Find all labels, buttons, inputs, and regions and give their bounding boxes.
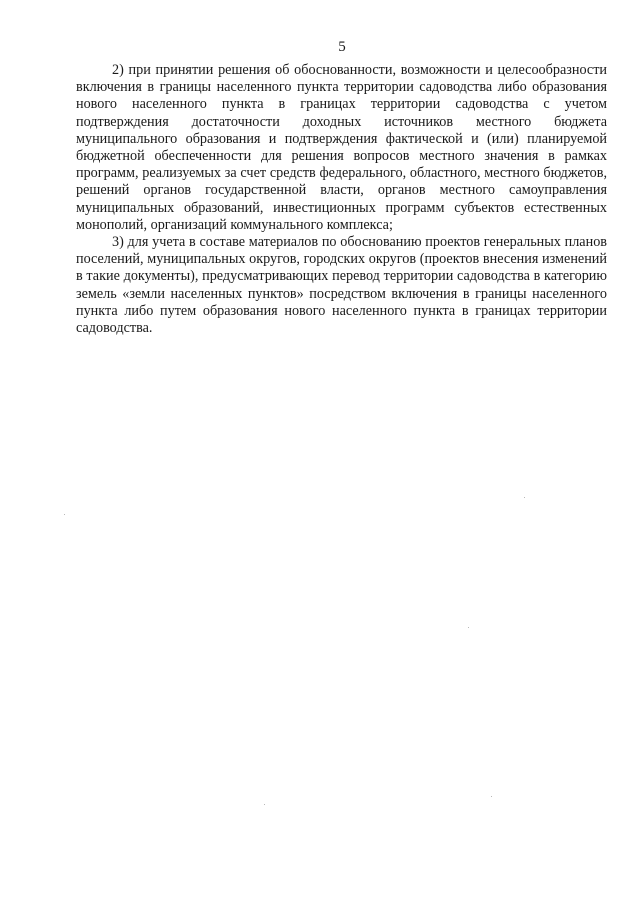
page-number: 5 — [338, 39, 346, 55]
scan-speck — [264, 804, 265, 805]
paragraph-3: 3) для учета в составе материалов по обоснованию проектов генеральных планов поселений, муниципальных округов, городских округов (проектов внесения изменений в такие документы), предусматривающих перевод территории садоводства в категорию земель «земли населенных пунктов» посредством включения в границы населенного пункта либо путем образования нового населенного пункта в границах территории садоводства. — [76, 234, 607, 337]
paragraph-2: 2) при принятии решения об обоснованности, возможности и целесообразности включения в границы населенного пункта территории садоводства либо образования нового населенного пункта в границах территории садоводства с учетом подтверждения достаточности доходных источников местного бюджета муниципального образования и подтверждения фактической и (или) планируемой бюджетной обеспеченности для решения вопросов местного значения в рамках программ, реализуемых за счет средств федерального, областного, местного бюджетов, решений органов государственной власти, органов местного самоуправления муниципальных образований, инвестиционных программ субъектов естественных монополий, организаций коммунального комплекса; — [76, 62, 607, 233]
document-body — [76, 62, 607, 337]
scan-speck — [524, 497, 525, 498]
scan-speck — [468, 627, 469, 628]
scan-speck — [491, 796, 492, 797]
scan-speck — [64, 514, 65, 515]
